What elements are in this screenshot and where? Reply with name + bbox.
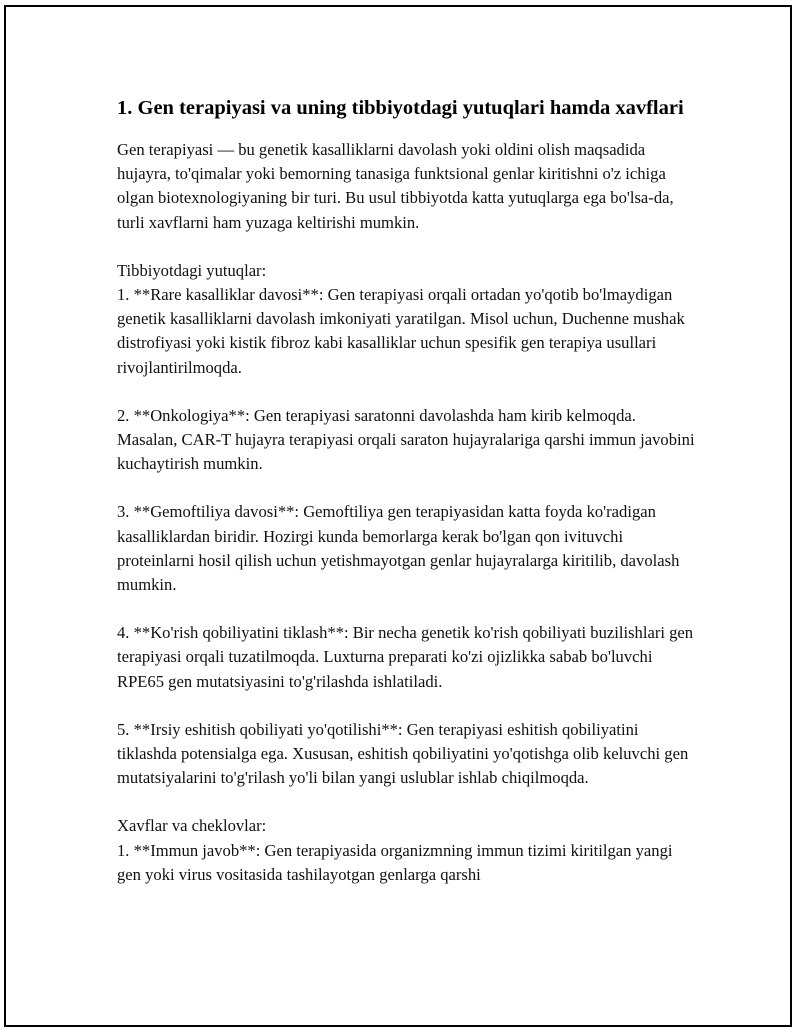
achievement-item-3: 3. **Gemoftiliya davosi**: Gemoftiliya gen terapiyasidan katta foyda ko'radigan kasalliklardan biridir. Hozirgi kunda bemorlarga kerak bo'lgan qon ivituvchi proteinlarni hosil qilish uchun yetishmayotgan genlar hujayralarga kiritilib, davolash mumkin. (117, 502, 680, 595)
achievement-item-1 (117, 259, 697, 380)
risk-item-1-text: 1. **Immun javob**: Gen terapiyasida organizmning immun tizimi kiritilgan yangi gen yoki virus vositasida tashilayotgan genlarga qarshi (117, 840, 673, 884)
document-title: 1. Gen terapiyasi va uning tibbiyotdagi yutuqlari hamda xavflari (117, 97, 684, 119)
achievement-item-2: 2. **Onkologiya**: Gen terapiyasi saratonni davolashda ham kirib kelmoqda. Masalan, CAR-T hujayra terapiyasi orqali saraton hujayralariga qarshi immun javobini kuchaytirish mumkin. (117, 405, 695, 474)
achievement-item-5: 5. **Irsiy eshitish qobiliyati yo'qotilishi**: Gen terapiyasi eshitish qobiliyatini tiklashda potensialga ega. Xususan, eshitish qobiliyatini yo'qotishga olib keluvchi gen mutatsiyalarini to'g'rilash yo'li bilan yangi uslublar ishlab chiqilmoqda. (117, 719, 689, 788)
intro-paragraph: Gen terapiyasi — bu genetik kasalliklarni davolash yoki oldini olish maqsadida hujayra, to'qimalar yoki bemorning tanasiga funktsional genlar kiritishni o'z ichiga olgan biotexnologiyaning bir turi. Bu usul tibbiyotda katta yutuqlarga ega bo'lsa-da, turli xavflarni ham yuzaga keltirishi mumkin. (117, 140, 674, 232)
achievement-item-4: 4. **Ko'rish qobiliyatini tiklash**: Bir necha genetik ko'rish qobiliyati buzilishlari gen terapiyasi orqali tuzatilmoqda. Luxturna preparati ko'zi ojizlikka sabab bo'luvchi RPE65 gen mutatsiyasini to'g'rilashda ishlatiladi. (117, 623, 694, 691)
achievement-item-1-text: 1. **Rare kasalliklar davosi**: Gen terapiyasi orqali ortadan yo'qotib bo'lmaydigan genetik kasalliklarni davolash imkoniyati yaratilgan. Misol uchun, Duchenne mushak distrofiyasi yoki kistik fibroz kabi kasalliklar uchun spesifik gen terapiya usullari rivojlantirilmoqda. (117, 285, 685, 377)
risks-heading: Xavflar va cheklovlar: (117, 816, 267, 836)
risk-item-1 (117, 814, 697, 887)
document-body (117, 93, 697, 911)
achievements-heading: Tibbiyotdagi yutuqlar: (117, 260, 267, 280)
